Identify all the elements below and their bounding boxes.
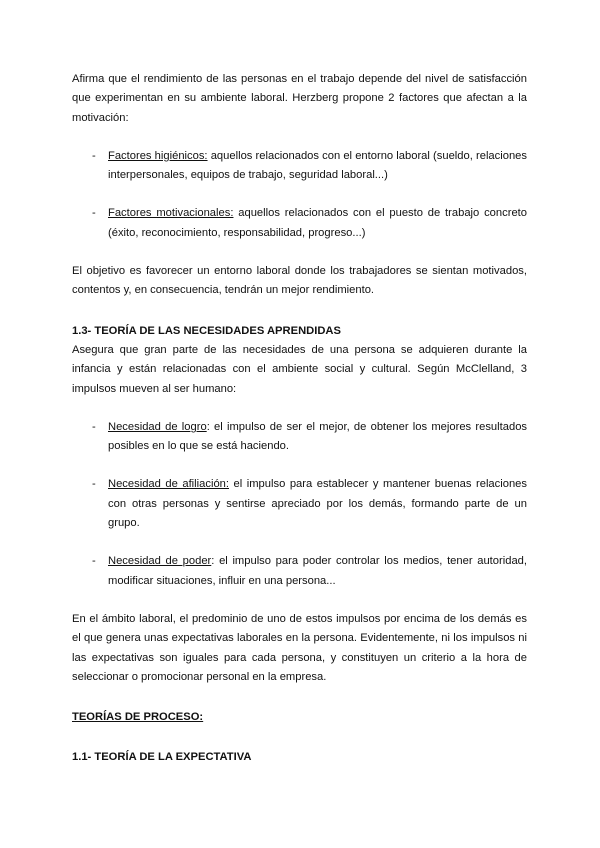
list-item (72, 418, 527, 457)
workplace-paragraph: En el ámbito laboral, el predominio de uno de estos impulsos por encima de los demás es el que genera unas expectativas laborales en la persona. Evidentemente, ni los impulsos ni las expectativas son iguales para cada persona, y constituyen un criterio a la hora de seleccionar o promocionar personal en la empresa. (72, 612, 527, 683)
bullet-dash: - (92, 555, 96, 568)
needs-list (72, 418, 527, 591)
term-label: Factores higiénicos: (108, 149, 208, 162)
mcclelland-paragraph: Asegura que gran parte de las necesidades de una persona se adquieren durante la infancia y están relacionadas con el ambiente social y cultural. Según McClelland, 3 impulsos mueven al ser humano: (72, 343, 527, 395)
bullet-dash: - (92, 478, 96, 491)
term-description: aquellos relacionados con el entorno laboral (sueldo, relaciones interpersonales, equipos de trabajo, seguridad laboral...) (108, 149, 527, 182)
section-heading: 1.3- TEORÍA DE LAS NECESIDADES APRENDIDAS (72, 324, 341, 337)
section-heading: 1.1- TEORÍA DE LA EXPECTATIVA (72, 751, 252, 764)
term-label: Necesidad de afiliación: (108, 478, 229, 491)
term-description: el impulso para establecer y mantener buenas relaciones con otras personas y sentirse apreciado por los demás, formando parte de un grupo. (108, 478, 527, 530)
term-label: Necesidad de logro (108, 420, 207, 433)
term-description: : el impulso de ser el mejor, de obtener los mejores resultados posibles en lo que se está haciendo. (108, 420, 528, 453)
intro-paragraph: Afirma que el rendimiento de las personas en el trabajo depende del nivel de satisfacción que experimentan en su ambiente laboral. Herzberg propone 2 factores que afectan a la motivación: (72, 73, 527, 124)
bullet-dash: - (92, 149, 96, 162)
objective-paragraph: El objetivo es favorecer un entorno laboral donde los trabajadores se sientan motivados, contentos y, en consecuencia, tendrán un mejor rendimiento. (72, 265, 527, 297)
list-item (72, 475, 527, 533)
bullet-dash: - (92, 420, 96, 433)
herzberg-factors-list (72, 147, 527, 243)
list-item (72, 204, 527, 243)
document-page (72, 70, 527, 768)
list-item (72, 147, 527, 186)
list-item (72, 552, 527, 591)
bullet-dash: - (92, 207, 96, 220)
term-description: : el impulso para poder controlar los medios, tener autoridad, modificar situaciones, influir en una persona... (108, 555, 527, 587)
term-label: Factores motivacionales: (108, 207, 234, 220)
term-label: Necesidad de poder (108, 555, 212, 568)
section-heading: TEORÍAS DE PROCESO: (72, 711, 204, 724)
term-description: aquellos relacionados con el puesto de trabajo concreto (éxito, reconocimiento, responsabilidad, progreso...) (108, 207, 527, 239)
